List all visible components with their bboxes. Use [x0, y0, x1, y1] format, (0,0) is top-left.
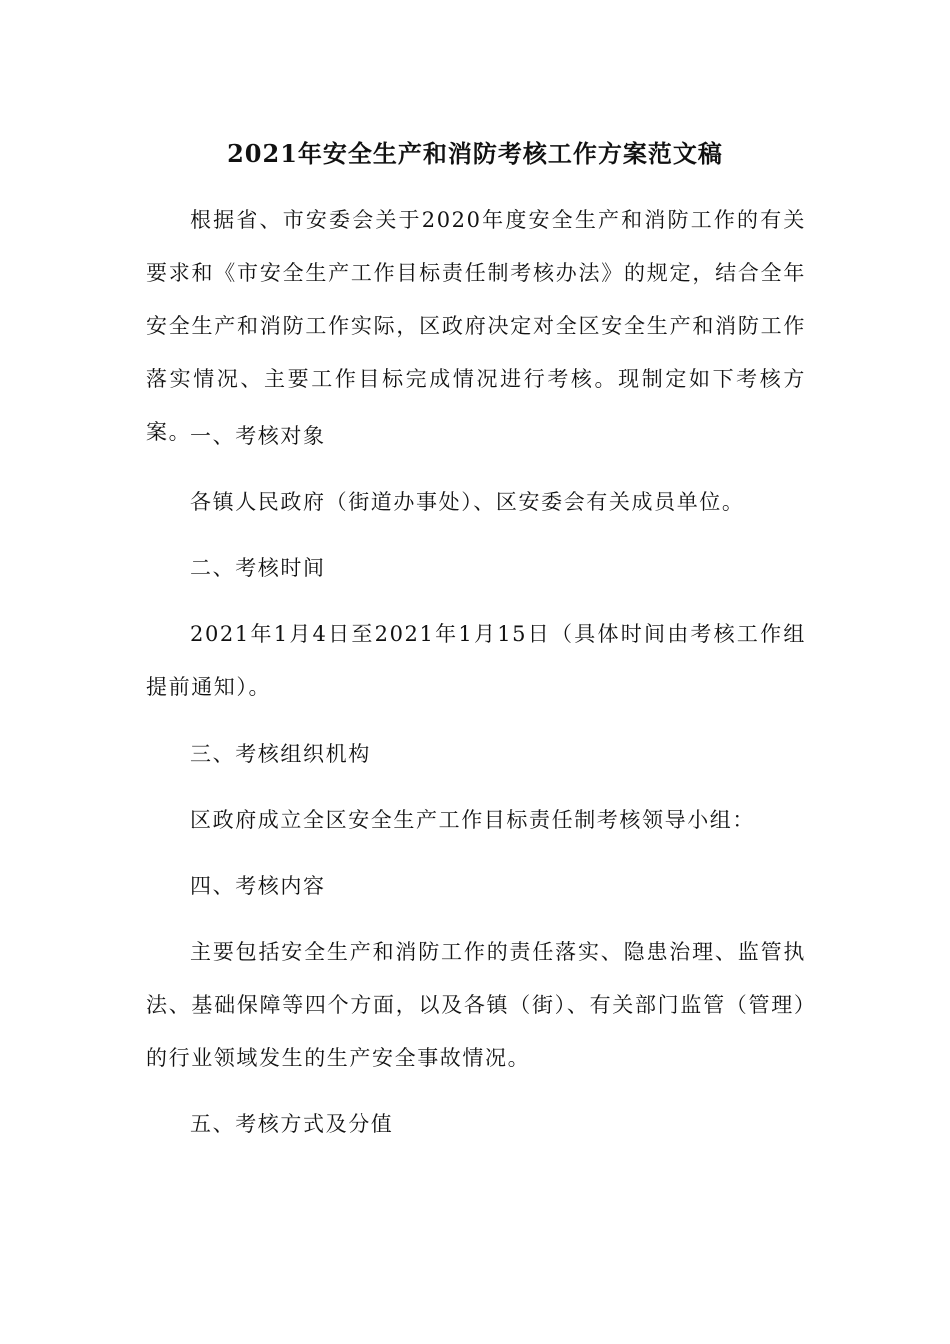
section-heading-time: 二、考核时间	[190, 556, 326, 580]
section-body-content: 主要包括安全生产和消防工作的责任落实、隐患治理、监管执法、基础保障等四个方面，以及各镇（街）、有关部门监管（管理）的行业领域发生的生产安全事故情况。	[146, 940, 806, 1070]
section-heading-objects: 一、考核对象	[190, 424, 326, 448]
section-body-objects: 各镇人民政府（街道办事处）、区安委会有关成员单位。	[190, 490, 745, 514]
section-heading-organization: 三、考核组织机构	[190, 742, 371, 766]
section-heading-content: 四、考核内容	[190, 874, 326, 898]
section-body-organization: 区政府成立全区安全生产工作目标责任制考核领导小组：	[190, 808, 755, 832]
document-title: 2021年安全生产和消防考核工作方案范文稿	[227, 139, 723, 168]
section-heading-method: 五、考核方式及分值	[190, 1112, 394, 1136]
section-body-time: 2021年1月4日至2021年1月15日（具体时间由考核工作组提前通知）。	[146, 622, 806, 699]
intro-paragraph: 根据省、市安委会关于2020年度安全生产和消防工作的有关要求和《市安全生产工作目标责任制考核办法》的规定，结合全年安全生产和消防工作实际，区政府决定对全区安全生产和消防工作落实情况、主要工作目标完成情况进行考核。现制定如下考核方案。	[146, 208, 806, 444]
